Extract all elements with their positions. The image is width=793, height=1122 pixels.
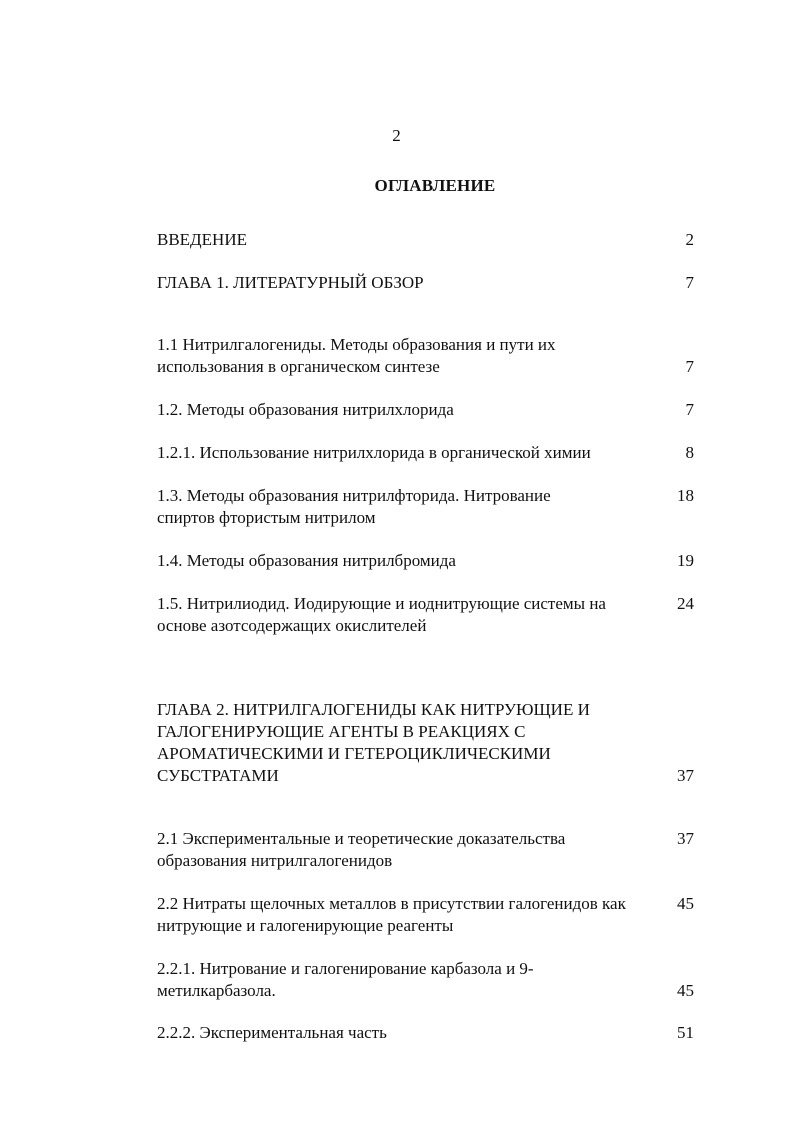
toc-entry-text: 1.1 Нитрилгалогениды. Методы образования и пути их использования в органическом синтезе [157, 335, 556, 376]
toc-entry-page: 18 [677, 486, 694, 505]
toc-entry-text: 1.5. Нитрилиодид. Иодирующие и иоднитрующие системы на основе азотсодержащих окислителей [157, 594, 606, 635]
toc-entry-text: 1.4. Методы образования нитрилбромида [157, 551, 456, 570]
toc-entry-page: 7 [685, 273, 694, 292]
toc-entry-text: 2.2.1. Нитрование и галогенирование карбазола и 9-метилкарбазола. [157, 959, 534, 1000]
toc-entry-page: 37 [677, 766, 694, 785]
toc-entry-text: ГЛАВА 2. НИТРИЛГАЛОГЕНИДЫ КАК НИТРУЮЩИЕ И ГАЛОГЕНИРУЮЩИЕ АГЕНТЫ В РЕАКЦИЯХ С АРОМАТИЧЕСКИМИ И ГЕТЕРОЦИКЛИЧЕСКИМИ СУБСТРАТАМИ [157, 700, 590, 785]
toc-entry-text: ГЛАВА 1. ЛИТЕРАТУРНЫЙ ОБЗОР [157, 273, 424, 292]
toc-entry-page: 7 [685, 357, 694, 376]
toc-entry-page: 45 [677, 894, 694, 913]
toc-title: ОГЛАВЛЕНИЕ [374, 176, 496, 195]
toc-entry-page: 8 [685, 443, 694, 462]
toc-entry-page: 51 [677, 1023, 694, 1042]
toc-entry-text: 2.1 Экспериментальные и теоретические доказательства образования нитрилгалогенидов [157, 829, 566, 870]
toc-entry-text: 1.2. Методы образования нитрилхлорида [157, 400, 454, 419]
toc-entry-page: 24 [677, 594, 694, 613]
toc-entry-text: 2.2 Нитраты щелочных металлов в присутствии галогенидов как нитрующие и галогенирующие реагенты [157, 894, 626, 935]
toc-entry-text: 1.3. Методы образования нитрилфторида. Нитрование спиртов фтористым нитрилом [157, 486, 551, 527]
toc-entry-page: 45 [677, 981, 694, 1000]
toc-entry-page: 19 [677, 551, 694, 570]
page-number: 2 [392, 126, 401, 145]
toc-entry-page: 2 [685, 230, 694, 249]
toc-entry-text: 1.2.1. Использование нитрилхлорида в органической химии [157, 443, 591, 462]
toc-entry-page: 7 [685, 400, 694, 419]
toc-entry-text: 2.2.2. Экспериментальная часть [157, 1023, 387, 1042]
toc-entry-text: ВВЕДЕНИЕ [157, 230, 247, 249]
toc-entry-page: 37 [677, 829, 694, 848]
